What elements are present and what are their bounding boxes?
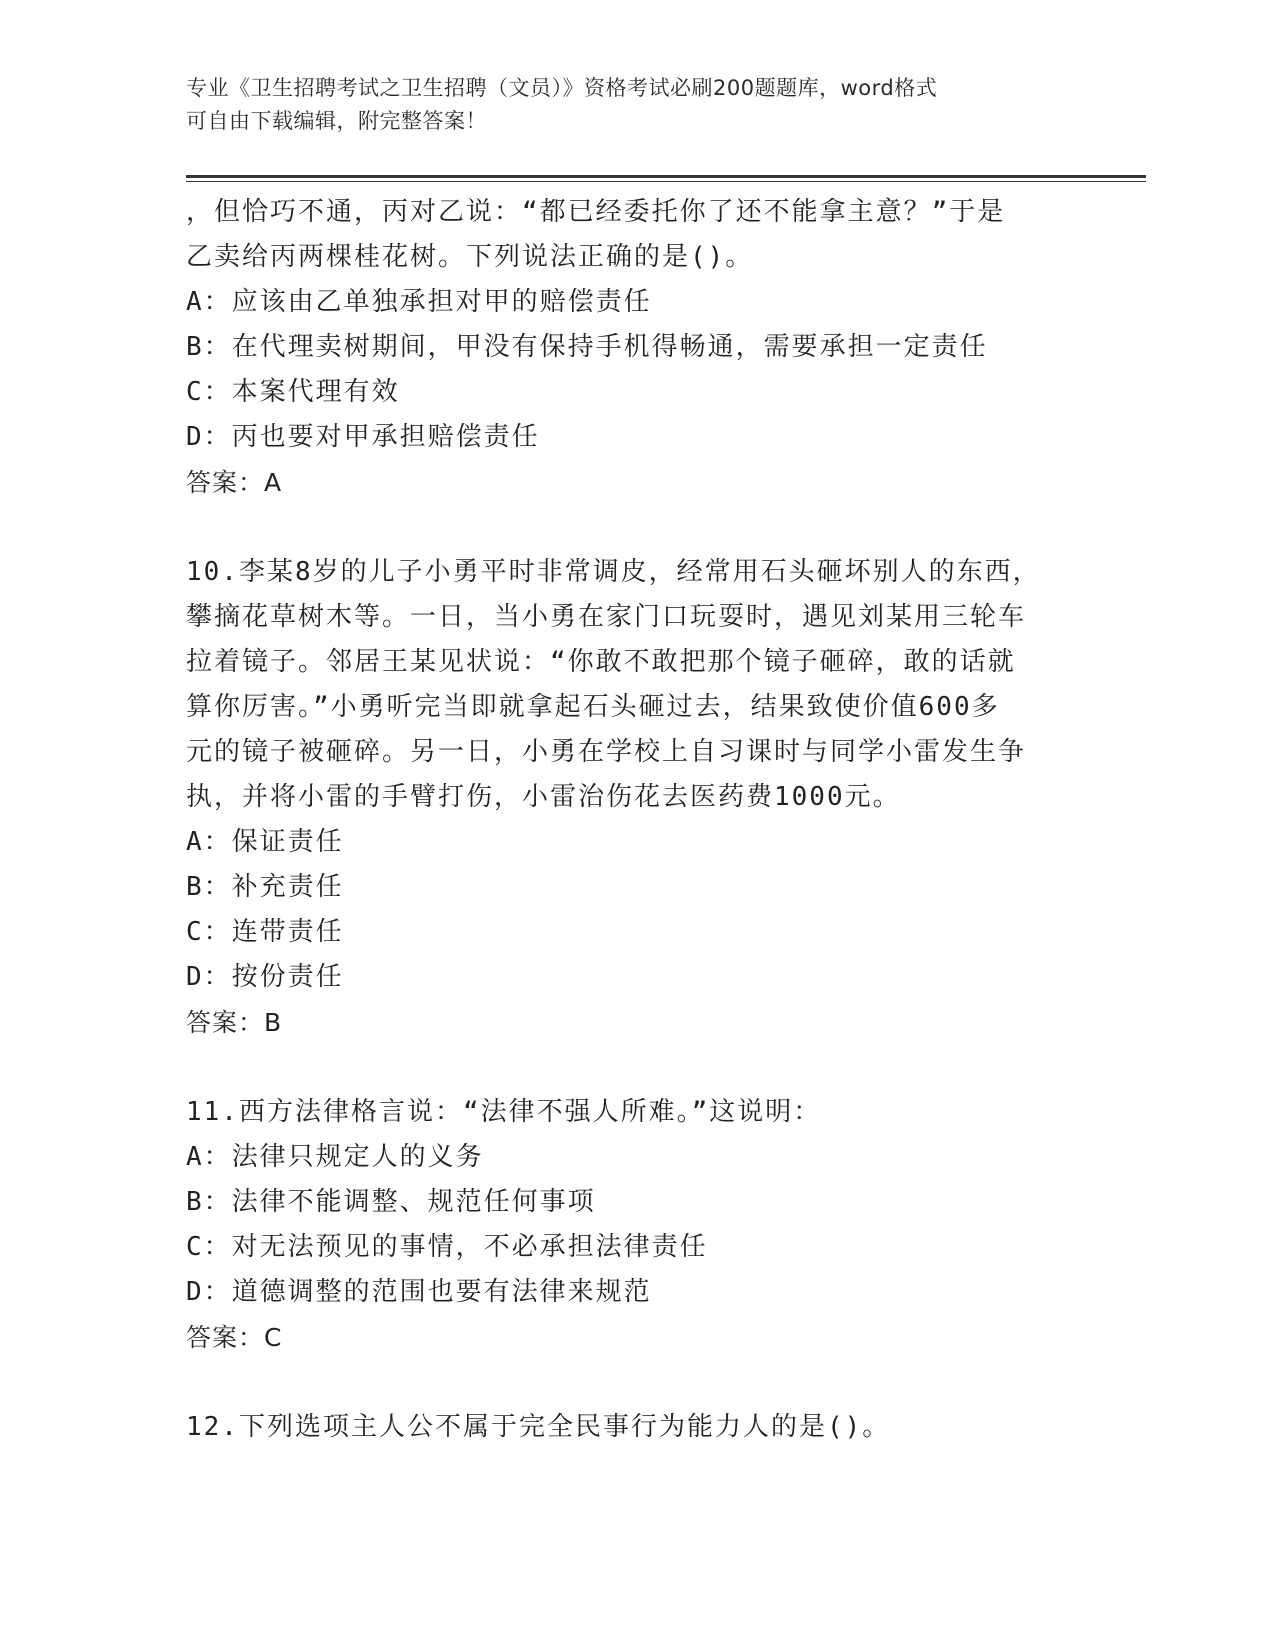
option-a: A：保证责任: [186, 827, 344, 857]
header-divider-thick: [186, 175, 1146, 178]
question-block: [186, 1405, 1066, 1450]
option-d: D：按份责任: [186, 962, 344, 992]
option-c: C：连带责任: [186, 917, 344, 947]
header-divider-thin: [186, 181, 1146, 182]
option-d: D：道德调整的范围也要有法律来规范: [186, 1277, 652, 1307]
question-text-line: 执，并将小雷的手臂打伤，小雷治伤花去医药费1000元。: [186, 782, 901, 812]
question-block: [186, 550, 1066, 1045]
question-block: [186, 1090, 1066, 1360]
option-c: C：本案代理有效: [186, 377, 400, 407]
question-text-line: 11.西方法律格言说：“法律不强人所难。”这说明：: [186, 1097, 822, 1127]
question-text-line: 拉着镜子。邻居王某见状说：“你敢不敢把那个镜子砸碎，敢的话就: [186, 647, 1016, 677]
option-b: B：补充责任: [186, 872, 344, 902]
option-a: A：法律只规定人的义务: [186, 1142, 484, 1172]
option-b: B：在代理卖树期间，甲没有保持手机得畅通，需要承担一定责任: [186, 332, 988, 362]
question-text-line: 12.下列选项主人公不属于完全民事行为能力人的是()。: [186, 1412, 891, 1442]
header-line-1: 专业《卫生招聘考试之卫生招聘（文员）》资格考试必刷200题题库，word格式: [186, 76, 938, 100]
document-body: [186, 190, 1066, 1450]
question-text-line: 攀摘花草树木等。一日，当小勇在家门口玩耍时，遇见刘某用三轮车: [186, 602, 1027, 632]
option-a: A：应该由乙单独承担对甲的赔偿责任: [186, 287, 652, 317]
question-text-line: 10.李某8岁的儿子小勇平时非常调皮，经常用石头砸坏别人的东西，: [186, 557, 1041, 587]
question-text-line: 算你厉害。”小勇听完当即就拿起石头砸过去，结果致使价值600多: [186, 692, 1000, 722]
header-line-2: 可自由下载编辑，附完整答案！: [186, 109, 487, 133]
answer-line: 答案：B: [186, 1008, 283, 1037]
document-header: [186, 72, 1066, 138]
question-text-line: ，但恰巧不通，丙对乙说：“都已经委托你了还不能拿主意？”于是: [186, 197, 1006, 227]
question-block: [186, 190, 1066, 505]
question-text-line: 元的镜子被砸碎。另一日，小勇在学校上自习课时与同学小雷发生争: [186, 737, 1027, 767]
option-c: C：对无法预见的事情，不必承担法律责任: [186, 1232, 708, 1262]
option-b: B：法律不能调整、规范任何事项: [186, 1187, 596, 1217]
answer-line: 答案：A: [186, 468, 283, 497]
answer-line: 答案：C: [186, 1323, 283, 1352]
question-text-line: 乙卖给丙两棵桂花树。下列说法正确的是()。: [186, 242, 754, 272]
option-d: D：丙也要对甲承担赔偿责任: [186, 422, 540, 452]
